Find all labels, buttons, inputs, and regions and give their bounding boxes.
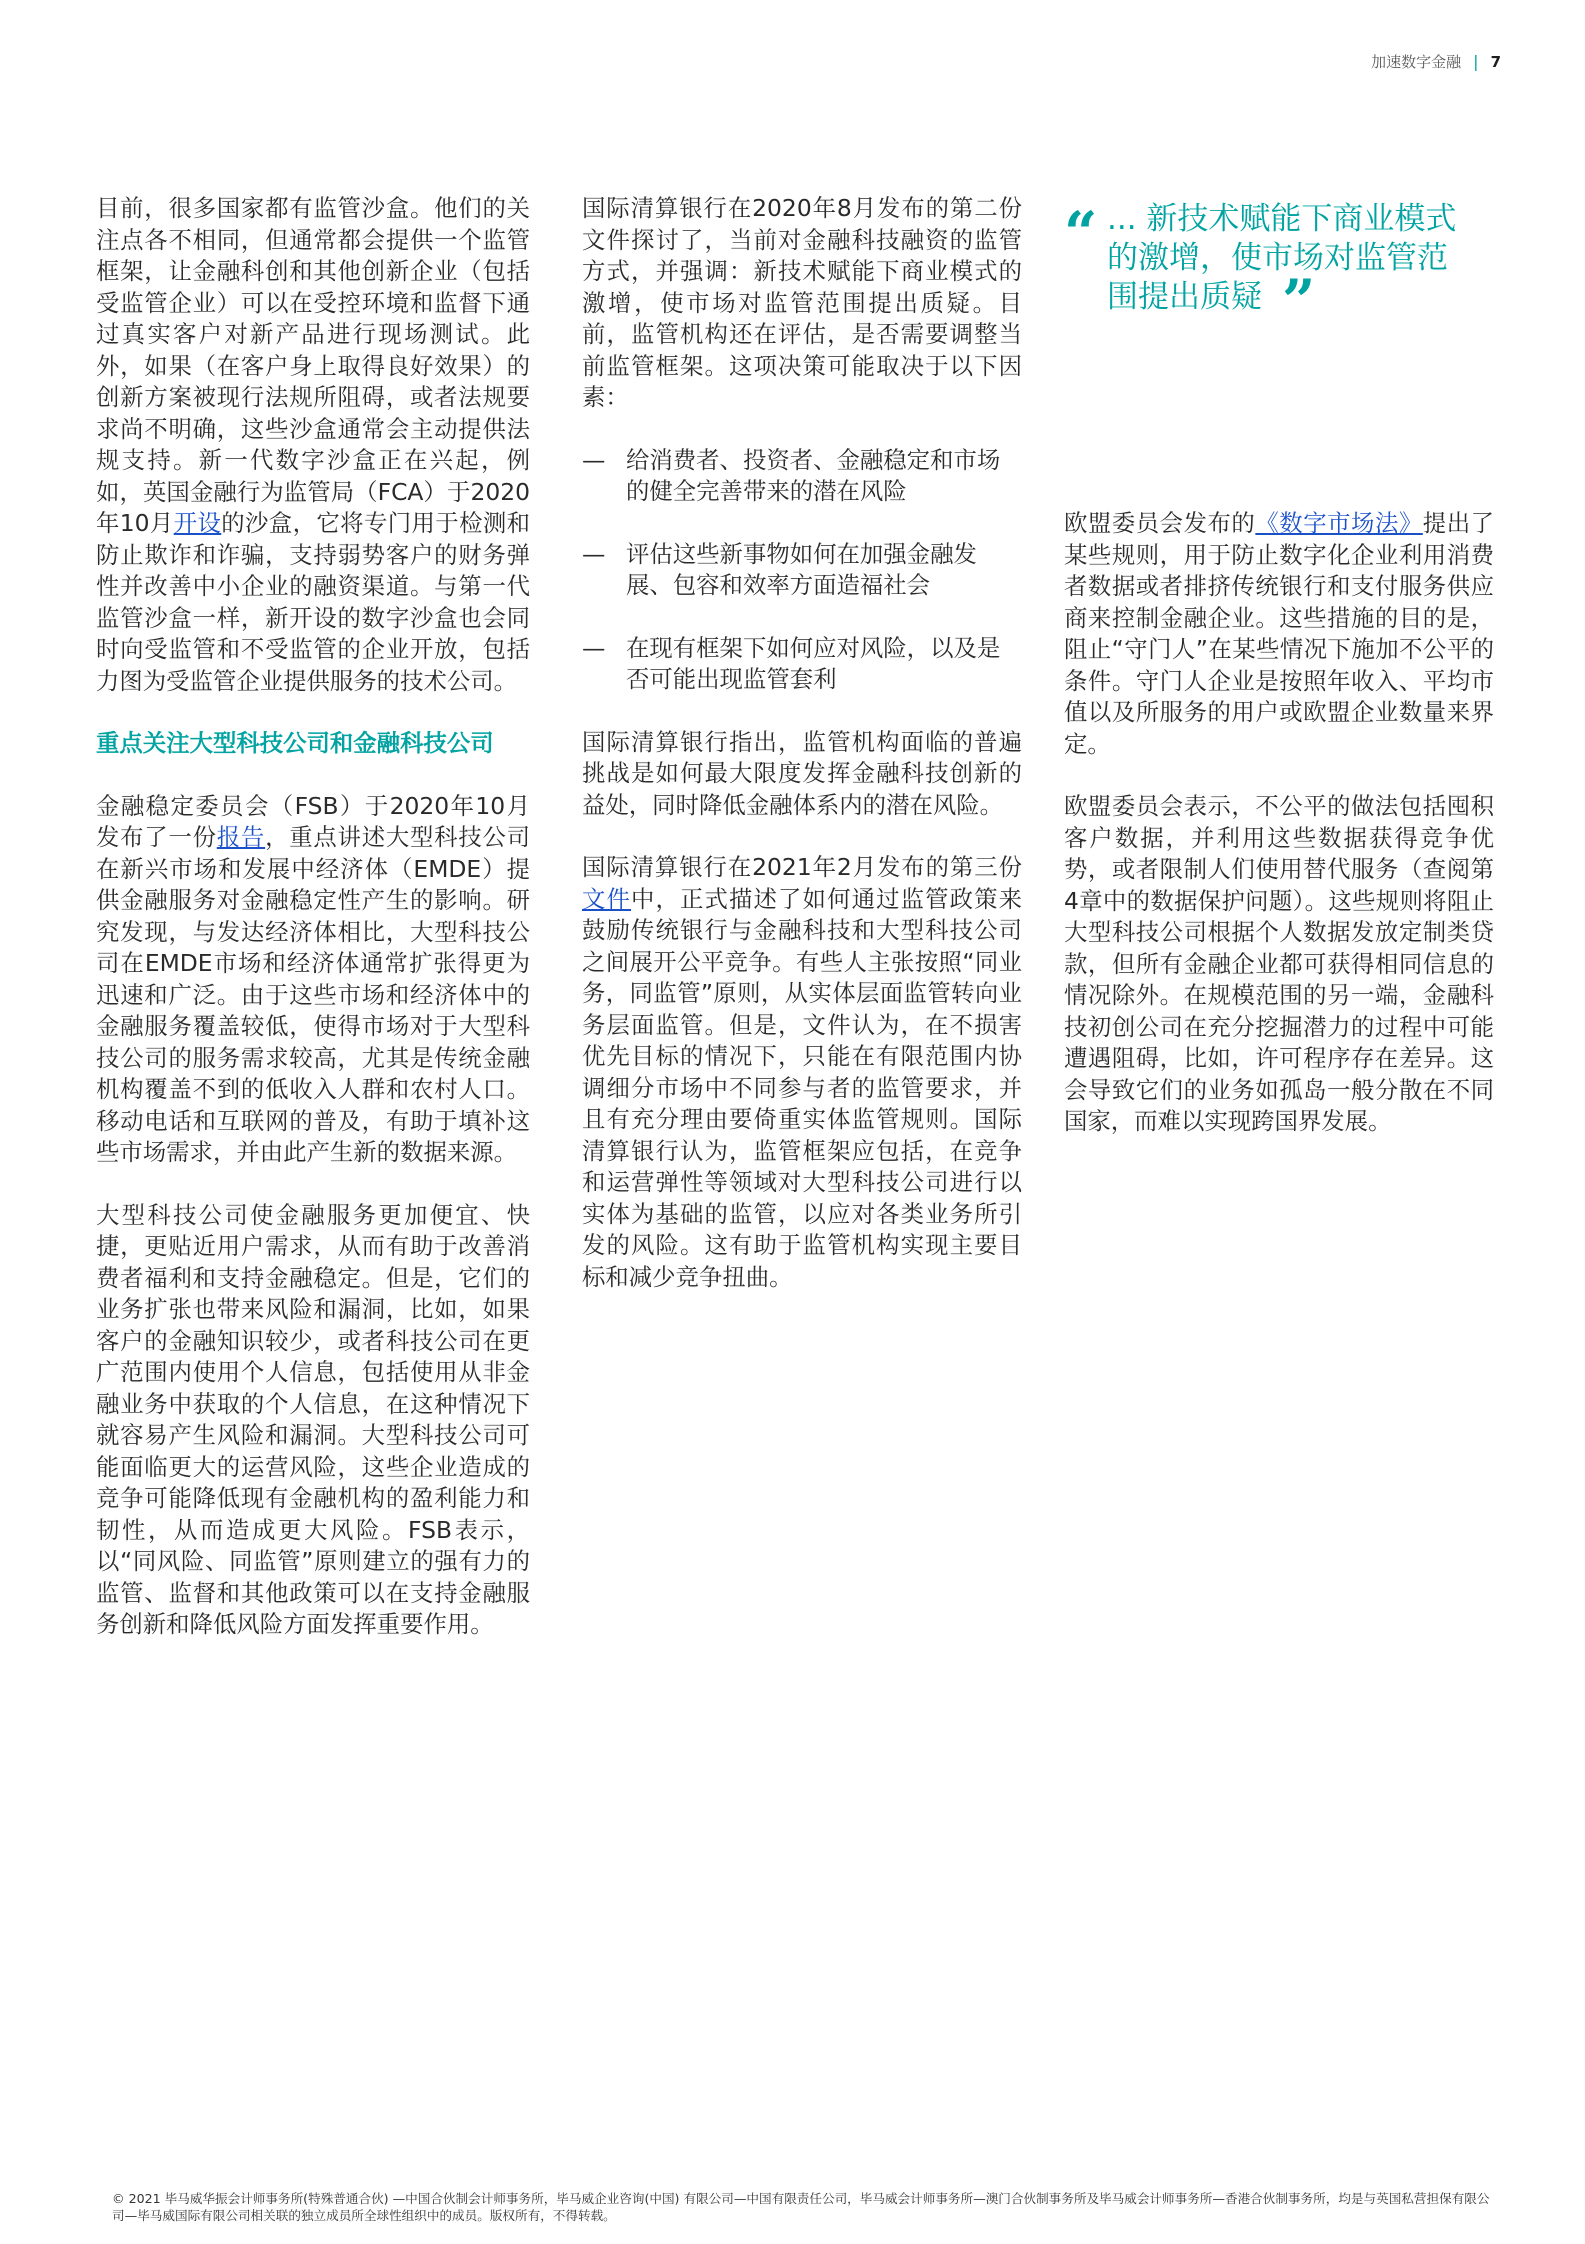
page-number: 7	[1490, 52, 1501, 71]
column-right	[1064, 508, 1494, 1169]
column-left	[96, 193, 530, 1672]
dash-bullet: —	[582, 445, 606, 474]
paragraph-fsb-report: 金融稳定委员会（FSB）于2020年10月发布了一份报告，重点讲述大型科技公司在新兴市场和发展中经济体（EMDE）提供金融服务对金融稳定性产生的影响。研究发现，与发达经济体相比，大型科技公司在EMDE市场和经济体通常扩张得更为迅速和广泛。由于这些市场和经济体中的金融服务覆盖较低，使得市场对于大型科技公司的服务需求较高，尤其是传统金融机构覆盖不到的低收入人群和农村人口。移动电话和互联网的普及，有助于填补这些市场需求，并由此产生新的数据来源。	[96, 791, 531, 1166]
dash-bullet: —	[582, 633, 606, 662]
paragraph-dma: 欧盟委员会发布的《数字市场法》提出了某些规则，用于防止数字化企业利用消费者数据或者排挤传统银行和支付服务供应商来控制金融企业。这些措施的目的是，阻止“守门人”在某些情况下施加不公平的条件。守门人企业是按照年收入、平均市值以及所服务的用户或欧盟企业数量来界定。	[1064, 509, 1495, 758]
header-separator: |	[1473, 52, 1479, 71]
pull-quote-text: ... 新技术赋能下商业模式的激增，使市场对监管范围提出质疑 ”	[1107, 201, 1457, 335]
paragraph-bis-second: 国际清算银行在2020年8月发布的第二份文件探讨了，当前对金融科技融资的监管方式，并强调：新技术赋能下商业模式的激增，使市场对监管范围提出质疑。目前，监管机构还在评估，是否需要调整当前监管框架。这项决策可能取决于以下因素：	[582, 194, 1022, 411]
link-digital-markets-act[interactable]: 《数字市场法》	[1255, 509, 1423, 537]
paragraph-unfair-practices: 欧盟委员会表示，不公平的做法包括囤积客户数据，并利用这些数据获得竞争优势，或者限制人们使用替代服务（查阅第4章中的数据保护问题）。这些规则将阻止大型科技公司根据个人数据发放定制类贷款，但所有金融企业都可获得相同信息的情况除外。在规模范围的另一端，金融科技初创公司在充分挖掘潜力的过程中可能遭遇阻碍，比如，许可程序存在差异。这会导致它们的业务如孤岛一般分散在不同国家，而难以实现跨国界发展。	[1064, 792, 1494, 1135]
link-document[interactable]: 文件	[582, 884, 632, 913]
list-item: — 给消费者、投资者、金融稳定和市场的健全完善带来的潜在风险	[582, 445, 1022, 508]
section-heading: 重点关注大型科技公司和金融科技公司	[96, 729, 494, 757]
close-quote-icon: ”	[1282, 267, 1316, 335]
link-report[interactable]: 报告	[216, 823, 266, 851]
factor-list	[582, 445, 1022, 696]
copyright-footer: © 2021 毕马威华振会计师事务所(特殊普通合伙) —中国合伙制会计师事务所，毕马威企业咨询(中国) 有限公司—中国有限责任公司，毕马威会计师事务所—澳门合伙制事务所及毕马威会计师事务所—香港合伙制事务所，均是与英国私营担保有限公司—毕马威国际有限公司相关联的独立成员所全球性组织中的成员。版权所有，不得转载。	[112, 2191, 1490, 2223]
open-quote-icon: “	[1064, 199, 1098, 267]
list-item: — 在现有框架下如何应对风险，以及是否可能出现监管套利	[582, 633, 1022, 696]
paragraph-bis-third: 国际清算银行在2021年2月发布的第三份文件中，正式描述了如何通过监管政策来鼓励传统银行与金融科技和大型科技公司之间展开公平竞争。有些人主张按照“同业务，同监管”原则，从实体层面监管转向业务层面监管。但是，文件认为，在不损害优先目标的情况下，只能在有限范围内协调细分市场中不同参与者的监管要求，并且有充分理由要倚重实体监管规则。国际清算银行认为，监管框架应包括，在竞争和运营弹性等领域对大型科技公司进行以实体为基础的监管，以应对各类业务所引发的风险。这有助于监管机构实现主要目标和减少竞争扭曲。	[582, 853, 1023, 1291]
dash-bullet: —	[582, 539, 606, 568]
column-middle	[582, 193, 1022, 1324]
paragraph-bigtech-risks: 大型科技公司使金融服务更加便宜、快捷，更贴近用户需求，从而有助于改善消费者福利和支持金融稳定。但是，它们的业务扩张也带来风险和漏洞，比如，如果客户的金融知识较少，或者科技公司在更广范围内使用个人信息，包括使用从非金融业务中获取的个人信息，在这种情况下就容易产生风险和漏洞。大型科技公司可能面临更大的运营风险，这些企业造成的竞争可能降低现有金融机构的盈利能力和韧性，从而造成更大风险。FSB表示，以“同风险、同监管”原则建立的强有力的监管、监督和其他政策可以在支持金融服务创新和降低风险方面发挥重要作用。	[96, 1200, 530, 1638]
header-title: 加速数字金融	[1371, 53, 1462, 71]
pull-quote	[1064, 199, 1494, 335]
paragraph-bis-challenge: 国际清算银行指出，监管机构面临的普遍挑战是如何最大限度发挥金融科技创新的益处，同时降低金融体系内的潜在风险。	[582, 727, 1022, 819]
paragraph-sandboxes: 目前，很多国家都有监管沙盒。他们的关注点各不相同，但通常都会提供一个监管框架，让金融科创和其他创新企业（包括受监管企业）可以在受控环境和监督下通过真实客户对新产品进行现场测试。此外，如果（在客户身上取得良好效果）的创新方案被现行法规所阻碍，或者法规要求尚不明确，这些沙盒通常会主动提供法规支持。新一代数字沙盒正在兴起，例如，英国金融行为监管局（FCA）于2020年10月开设的沙盒，它将专门用于检测和防止欺诈和诈骗，支持弱势客户的财务弹性并改善中小企业的融资渠道。与第一代监管沙盒一样，新开设的数字沙盒也会同时向受监管和不受监管的企业开放，包括力图为受监管企业提供服务的技术公司。	[96, 194, 531, 695]
link-opened[interactable]: 开设	[173, 509, 222, 537]
list-item: — 评估这些新事物如何在加强金融发展、包容和效率方面造福社会	[582, 539, 1022, 602]
page-header	[1371, 51, 1501, 72]
